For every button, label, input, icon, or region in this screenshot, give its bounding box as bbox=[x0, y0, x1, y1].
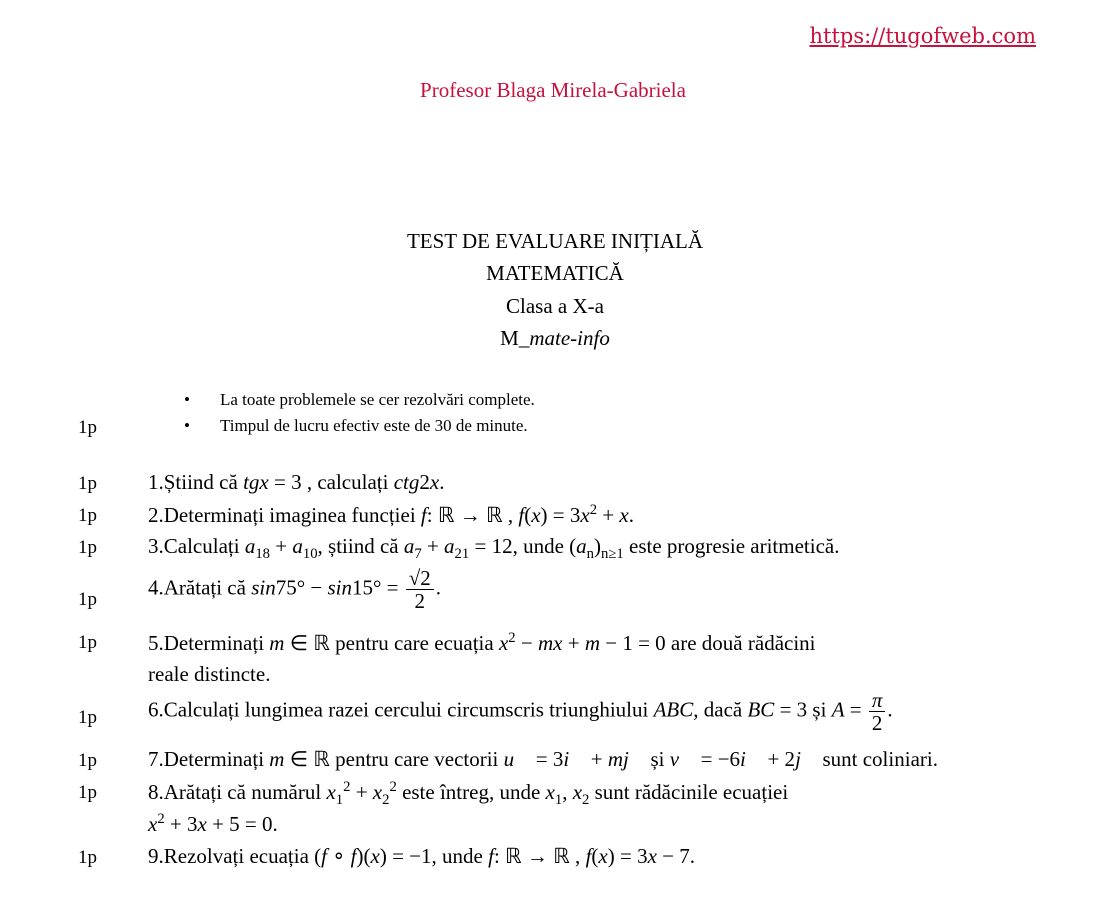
points-label: 1p bbox=[78, 473, 97, 494]
points-label: 1p bbox=[78, 782, 97, 803]
problem-9: 9.Rezolvați ecuația (f ∘ f)(x) = −1, unde f: ℝ → ℝ , f(x) = 3x − 7. bbox=[148, 844, 695, 868]
points-label: 1p bbox=[78, 505, 97, 526]
bullet-icon: • bbox=[184, 416, 190, 435]
points-label: 1p bbox=[78, 707, 97, 728]
points-label: 1p bbox=[78, 589, 97, 610]
class-title: Clasa a X-a bbox=[506, 294, 604, 318]
points-label: 1p bbox=[78, 847, 97, 868]
test-title: TEST DE EVALUARE INIȚIALĂ bbox=[406, 229, 704, 253]
problem-2: 2.Determinați imaginea funcției f: ℝ → ℝ , $f(x) = 3x^2 + x$. bbox=[148, 502, 634, 527]
problem-7: 7.Determinați m ∈ ℝ pentru care vectorii u⃗ = 3i⃗ + mj⃗ și v⃗ = −6i⃗ + 2j⃗ sunt coliniari. bbox=[148, 747, 938, 771]
points-label: 1p bbox=[78, 632, 97, 653]
problem-5-continuation: reale distincte. bbox=[148, 662, 271, 686]
fraction: $\frac{√2}{2}$ bbox=[406, 567, 434, 612]
subject-title: MATEMATICĂ bbox=[486, 261, 624, 285]
problem-6: 6.Calculați lungimea razei cercului circumscris triunghiului ABC, dacă BC = 3 și A = $\frac{\pi}{2}$ . bbox=[148, 688, 893, 736]
website-link[interactable]: https://tugofweb.com bbox=[809, 24, 1036, 48]
profile-title: M_mate-info bbox=[500, 326, 610, 350]
problem-8-continuation: $x^2 + 3x + 5 = 0$. bbox=[148, 811, 278, 836]
points-label: 1p bbox=[78, 417, 97, 438]
author-name: Profesor Blaga Mirela-Gabriela bbox=[420, 78, 686, 102]
problem-3: 3.Calculați $a_{18} + a_{10}$, știind că $a_7 + a_{21} = 12$, unde $(a_n)_{n\ge 1}$ este progresie aritmetică. bbox=[148, 534, 840, 563]
problem-8: 8.Arătați că numărul $x_1^2 + x_2^2$ este întreg, unde $x_1$, $x_2$ sunt rădăcinile ecuației bbox=[148, 779, 789, 809]
fraction: $\frac{\pi}{2}$ bbox=[869, 689, 886, 734]
points-label: 1p bbox=[78, 537, 97, 558]
points-label: 1p bbox=[78, 750, 97, 771]
problem-5: 5.Determinați m ∈ ℝ pentru care ecuația $x^2$ − mx + m − 1 = 0 are două rădăcini bbox=[148, 630, 816, 655]
problem-1: 1.Știind că tgx = 3 , calculați ctg2x. bbox=[148, 470, 445, 494]
problem-4: 4.Arătați că sin75° − sin15° = $\frac{√2}{2}$ . bbox=[148, 566, 442, 614]
bullet-icon: • bbox=[184, 390, 190, 409]
